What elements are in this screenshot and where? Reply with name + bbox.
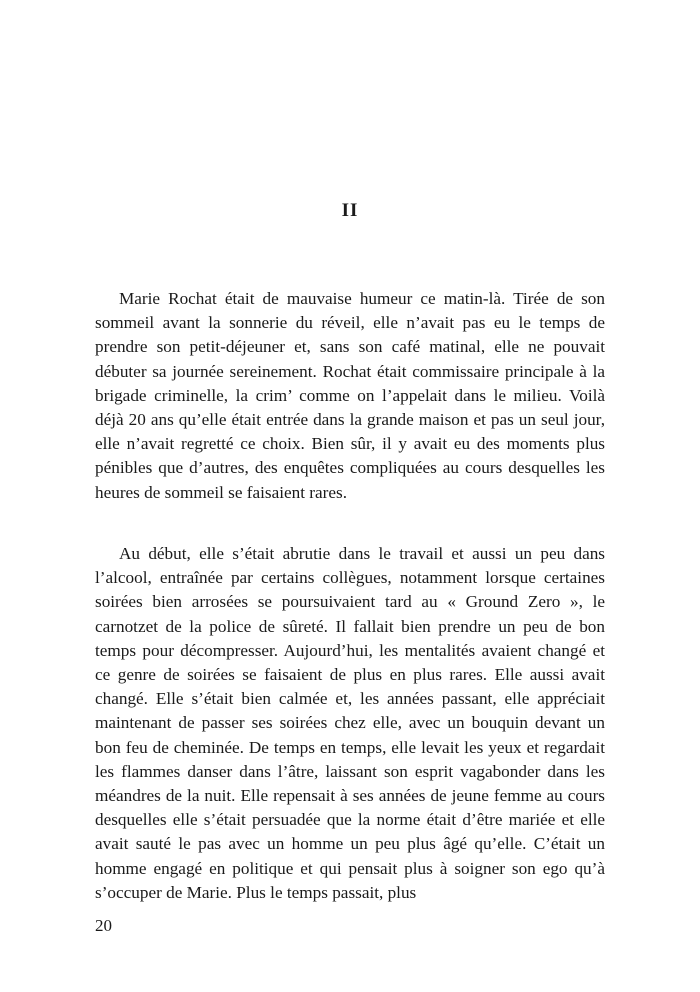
paragraph-2: Au début, elle s’était abrutie dans le travail et aussi un peu dans l’alcool, entraînée par certains collègues, notamment lorsque certaines soirées bien arrosées se poursuivaient tard au « Ground Zero », le carnotzet de la police de sûreté. Il fallait bien prendre un peu de bon temps pour décompresser. Aujourd’hui, les mentalités avaient changé et ce genre de soirées se faisaient de plus en plus rares. Elle aussi avait changé. Elle s’était bien calmée et, les années passant, elle appréciait maintenant de passer ses soirées chez elle, avec un bouquin devant un bon feu de cheminée. De temps en temps, elle levait les yeux et regardait les flammes danser dans l’âtre, laissant son esprit vagabonder dans les méandres de la nuit. Elle repensait à ses années de jeune femme au cours desquelles elle s’était persuadée que la norme était d’être mariée et elle avait sauté le pas avec un homme un peu plus âgé qu’elle. C’était un homme engagé en politique et qui pensait plus à soigner son ego qu’à s’occuper de Marie. Plus le temps passait, plus (95, 544, 605, 902)
paragraph-block (95, 542, 605, 905)
page-number: 20 (95, 916, 112, 935)
paragraph-block (95, 287, 605, 505)
paragraph-1: Marie Rochat était de mauvaise humeur ce matin-là. Tirée de son sommeil avant la sonnerie du réveil, elle n’avait pas eu le temps de prendre son petit-déjeuner et, sans son café matinal, elle ne pouvait débuter sa journée sereinement. Rochat était commissaire principale à la brigade criminelle, la crim’ comme on l’appelait dans le milieu. Voilà déjà 20 ans qu’elle était entrée dans la grande maison et pas un seul jour, elle n’avait regretté ce choix. Bien sûr, il y avait eu des moments plus pénibles que d’autres, des enquêtes compliquées au cours desquelles les heures de sommeil se faisaient rares. (95, 289, 605, 502)
chapter-title: II (341, 200, 359, 221)
